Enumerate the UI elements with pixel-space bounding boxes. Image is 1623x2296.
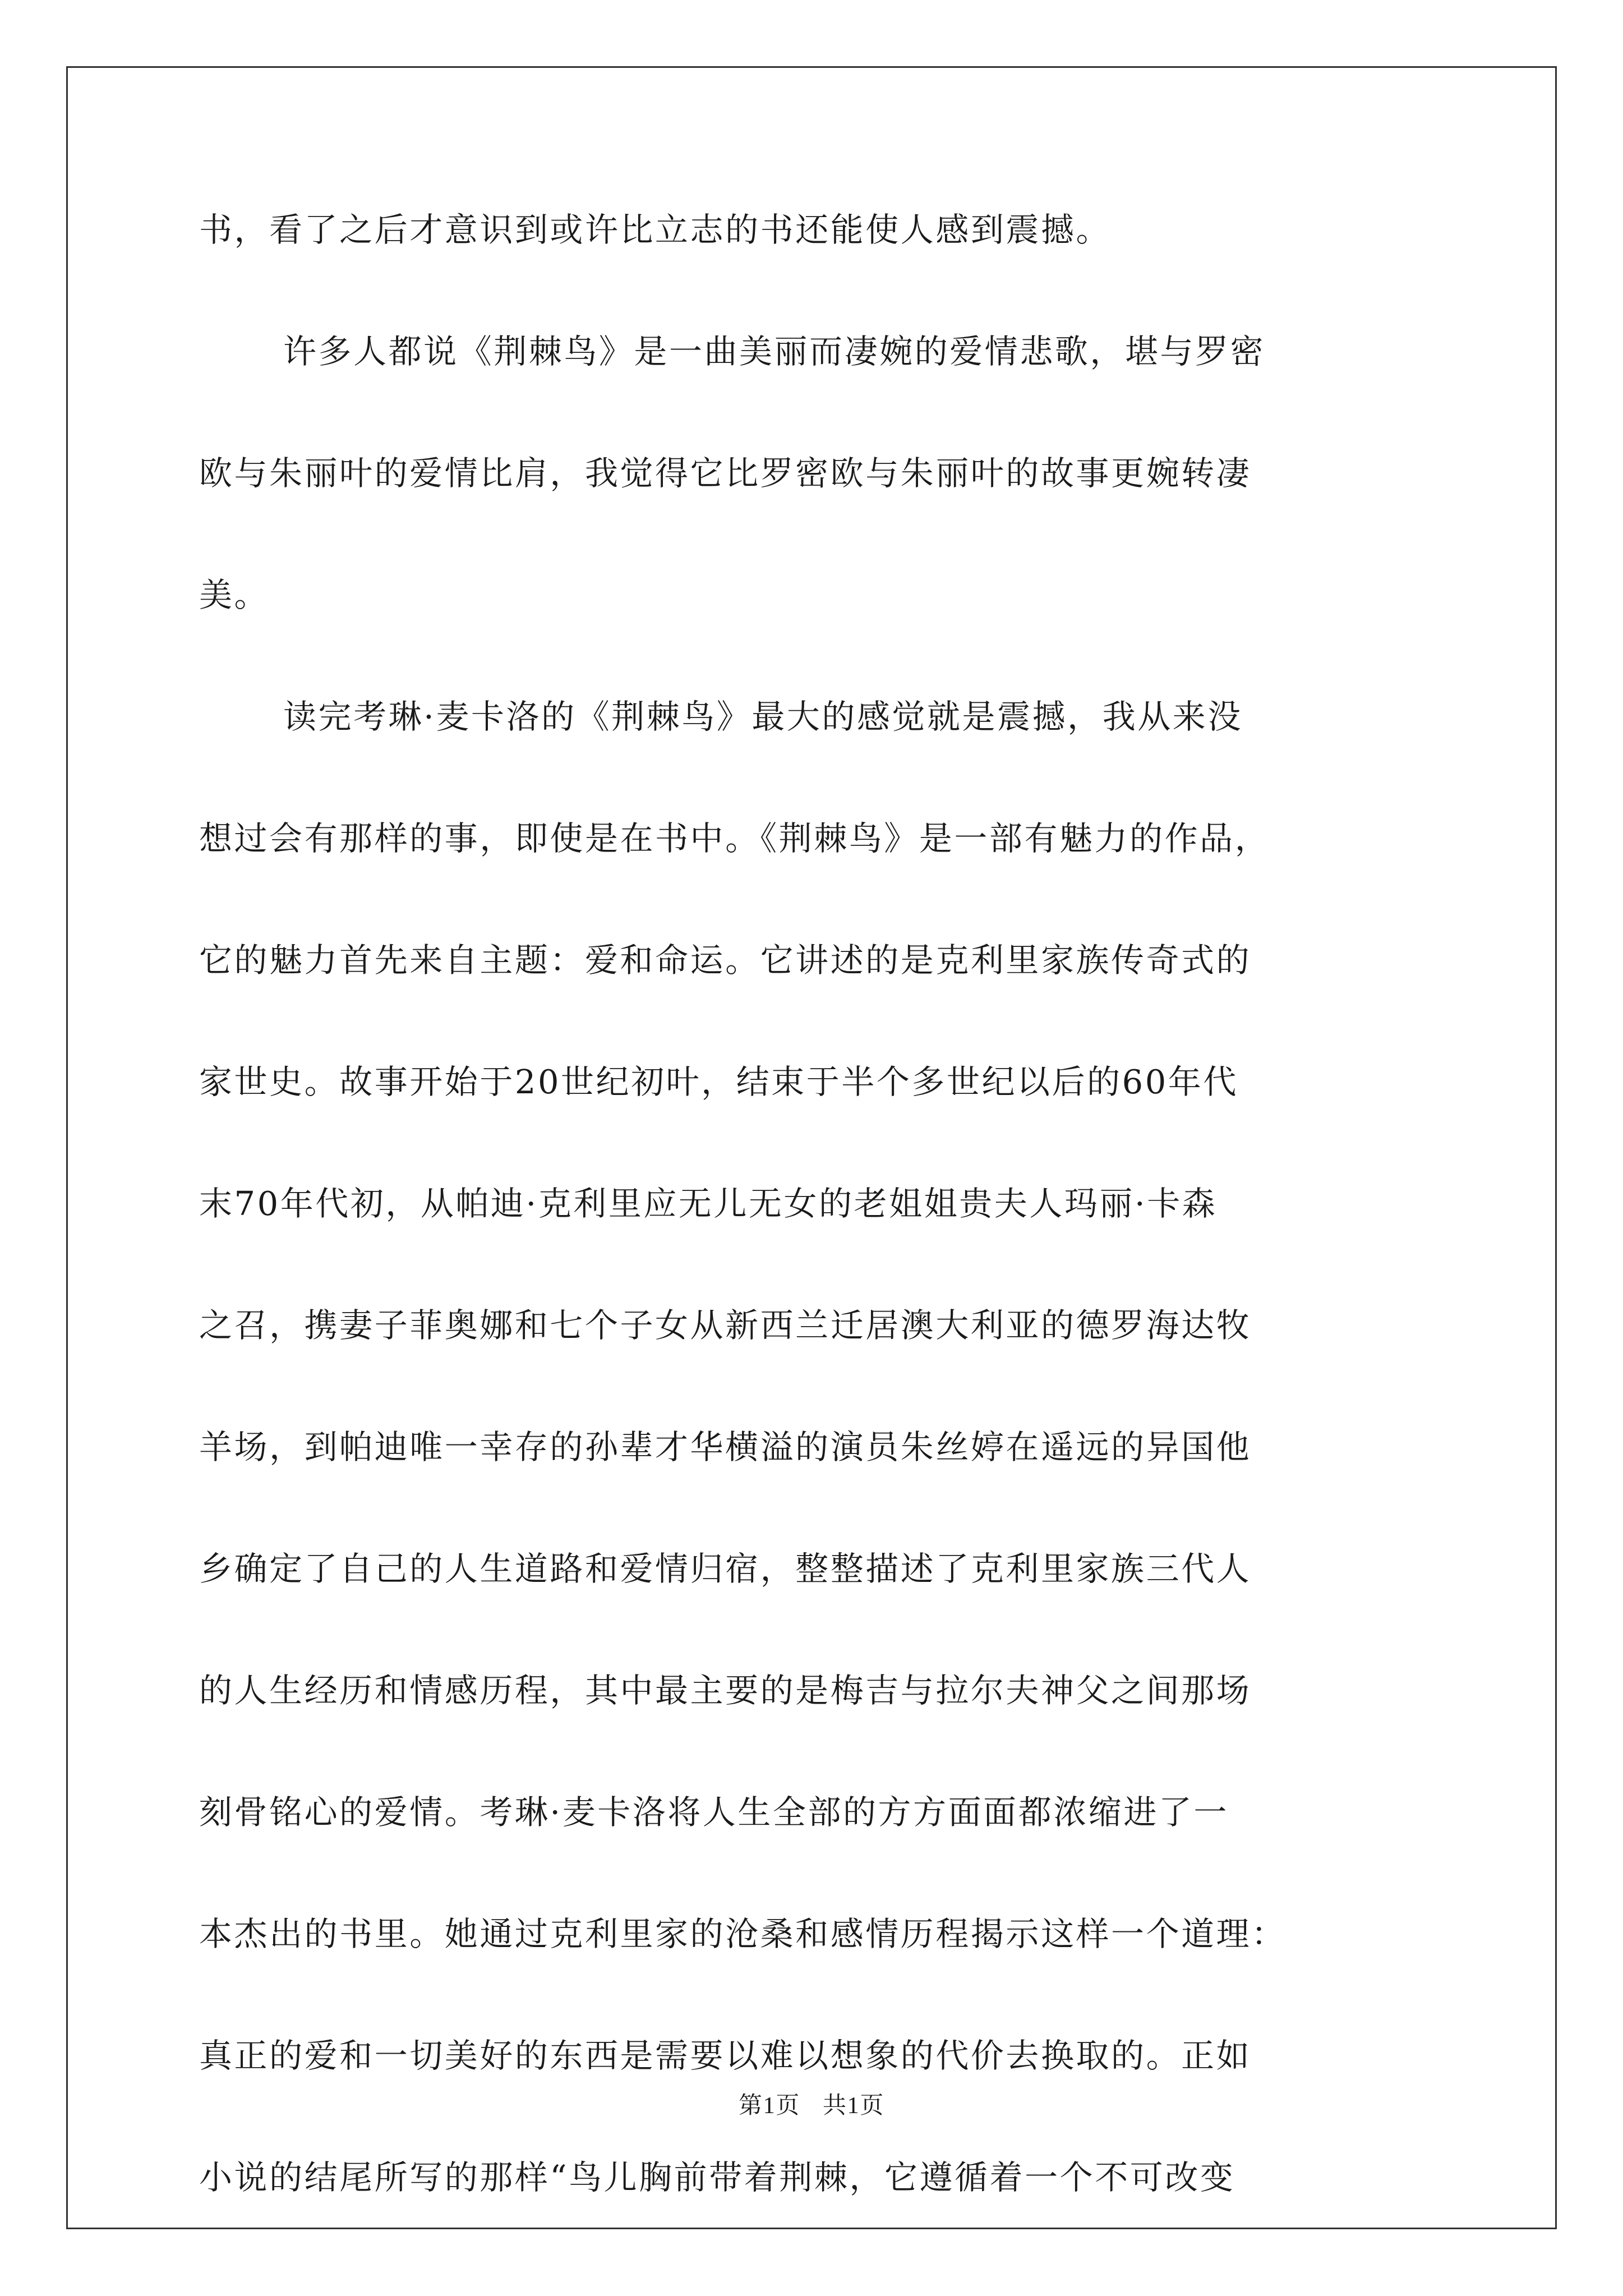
text-line-11: 羊场，到帕迪唯一幸存的孙辈才华横溢的演员朱丝婷在遥远的异国他 xyxy=(199,1428,1252,1466)
text-line-7: 它的魅力首先来自主题：爱和命运。它讲述的是克利里家族传奇式的 xyxy=(199,941,1252,979)
text-line-9: 末70年代初，从帕迪·克利里应无儿无女的老姐姐贵夫人玛丽·卡森 xyxy=(199,1184,1218,1223)
text-line-2: 许多人都说《荆棘鸟》是一曲美丽而凄婉的爱情悲歌，堪与罗密 xyxy=(283,332,1266,371)
text-line-10: 之召，携妻子菲奥娜和七个子女从新西兰迁居澳大利亚的德罗海达牧 xyxy=(199,1306,1252,1345)
text-line-3: 欧与朱丽叶的爱情比肩，我觉得它比罗密欧与朱丽叶的故事更婉转凄 xyxy=(199,454,1252,493)
text-line-14: 刻骨铭心的爱情。考琳·麦卡洛将人生全部的方方面面都浓缩进了一 xyxy=(199,1793,1229,1832)
document-body xyxy=(199,210,1422,2283)
text-line-15: 本杰出的书里。她通过克利里家的沧桑和感情历程揭示这样一个道理： xyxy=(199,1915,1287,1953)
text-line-4: 美。 xyxy=(199,576,270,614)
text-line-13: 的人生经历和情感历程，其中最主要的是梅吉与拉尔夫神父之间那场 xyxy=(199,1671,1252,1710)
text-line-5: 读完考琳·麦卡洛的《荆棘鸟》最大的感觉就是震撼，我从来没 xyxy=(283,697,1243,736)
text-line-1: 书，看了之后才意识到或许比立志的书还能使人感到震撼。 xyxy=(199,210,1112,249)
page-number: 第1页 xyxy=(738,2093,800,2119)
text-line-12: 乡确定了自己的人生道路和爱情归宿，整整描述了克利里家族三代人 xyxy=(199,1549,1252,1588)
text-line-8: 家世史。故事开始于20世纪初叶，结束于半个多世纪以后的60年代 xyxy=(199,1062,1238,1101)
page-footer xyxy=(0,2087,1623,2120)
text-line-16: 真正的爱和一切美好的东西是需要以难以想象的代价去换取的。正如 xyxy=(199,2036,1252,2075)
page-total: 共1页 xyxy=(823,2093,885,2119)
text-line-17: 小说的结尾所写的那样“鸟儿胸前带着荆棘，它遵循着一个不可改变 xyxy=(199,2158,1235,2197)
text-line-6: 想过会有那样的事，即使是在书中。《荆棘鸟》是一部有魅力的作品， xyxy=(199,819,1270,858)
